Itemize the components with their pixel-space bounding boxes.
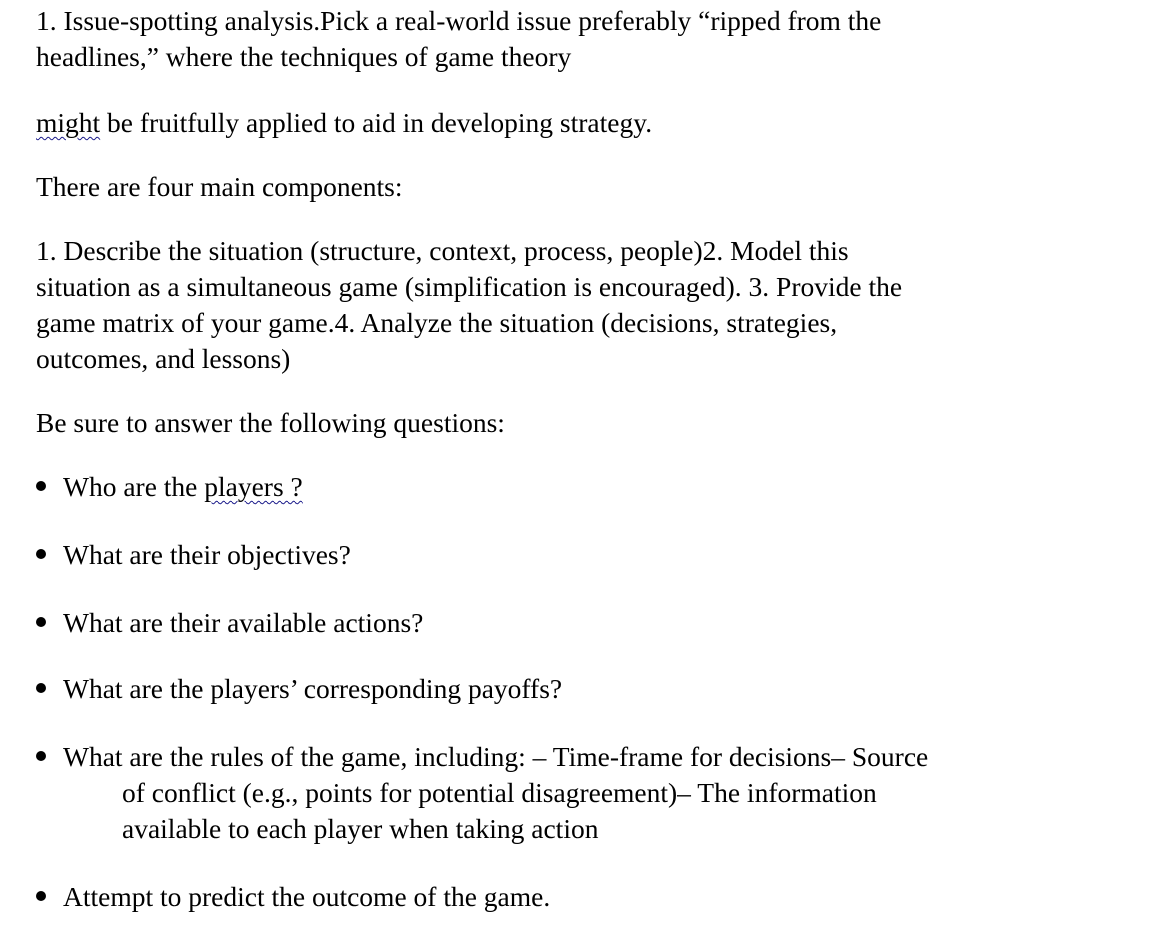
components-paragraph (36, 233, 1116, 377)
questions-intro: Be sure to answer the following questions: (36, 407, 505, 438)
application-text: be fruitfully applied to aid in developing strategy. (100, 107, 653, 138)
list-item (36, 739, 1116, 847)
bullet-text-continuation: available to each player when taking action (122, 813, 599, 844)
intro-paragraph (36, 3, 1116, 75)
components-heading: There are four main components: (36, 171, 403, 202)
components-line-1: 1. Describe the situation (structure, context, process, people)2. Model this (36, 235, 849, 266)
bullet-text: What are their objectives? (63, 539, 351, 570)
bullet-text: What are the rules of the game, including: – Time-frame for decisions– Source (63, 741, 929, 772)
bullet-text: What are the players’ corresponding payoffs? (63, 673, 563, 704)
components-line-4: outcomes, and lessons) (36, 343, 291, 374)
bullet-text: Who are the (63, 471, 205, 502)
intro-line-1: 1. Issue-spotting analysis.Pick a real-world issue preferably “ripped from the (36, 5, 882, 36)
spelling-flagged-word[interactable]: might (36, 107, 101, 138)
application-paragraph (36, 105, 1116, 141)
spelling-flagged-word[interactable]: players ? (204, 471, 303, 502)
components-line-3: game matrix of your game.4. Analyze the situation (decisions, strategies, (36, 307, 838, 338)
bullet-text-continuation: of conflict (e.g., points for potential disagreement)– The information (122, 777, 877, 808)
intro-line-2: headlines,” where the techniques of game theory (36, 41, 572, 72)
bullet-text: What are their available actions? (63, 607, 424, 638)
bullet-text: Attempt to predict the outcome of the game. (63, 881, 551, 912)
components-line-2: situation as a simultaneous game (simplification is encouraged). 3. Provide the (36, 271, 903, 302)
